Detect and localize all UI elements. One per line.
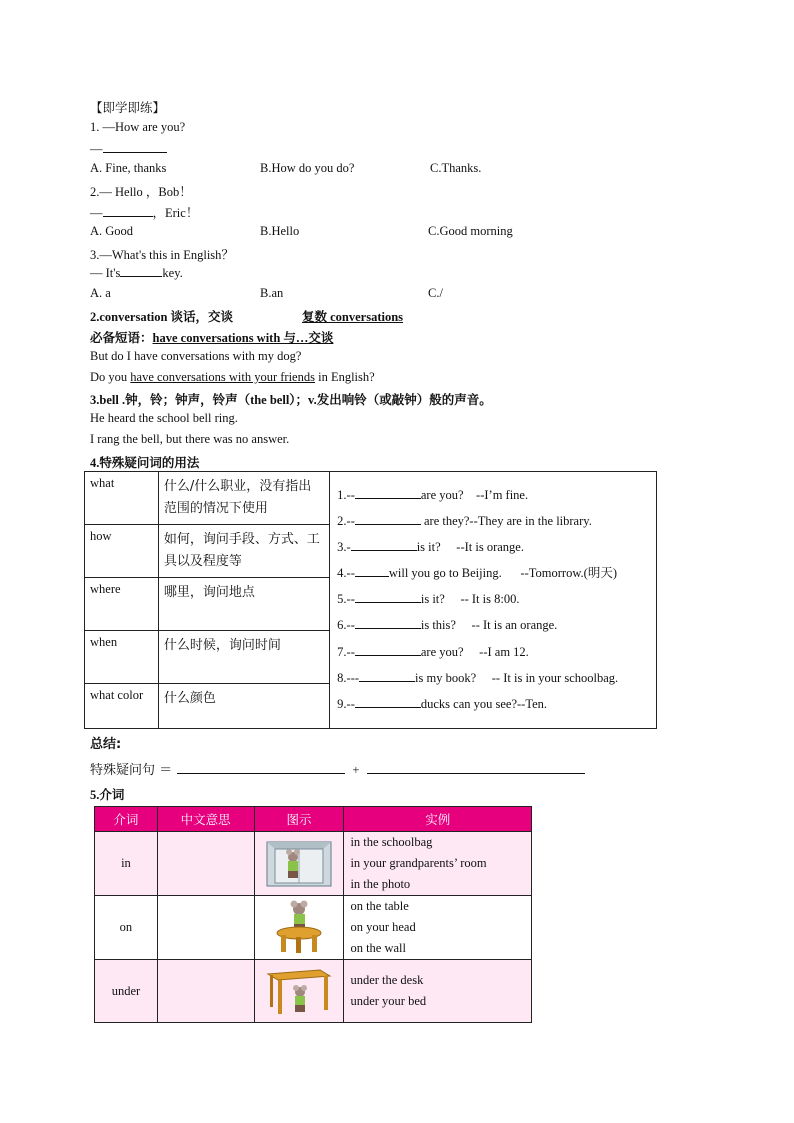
wh-exercises bbox=[330, 472, 657, 729]
ex2-post: in English? bbox=[314, 370, 375, 384]
q2-option-c: C.Good morning bbox=[428, 224, 513, 238]
prep-header-image: 图示 bbox=[254, 807, 344, 832]
q3-option-c: C./ bbox=[428, 286, 443, 300]
q2-answer-suffix: ，Eric！ bbox=[152, 206, 199, 220]
exercise-line bbox=[330, 484, 656, 510]
exercise-text: is it? -- It is 8:00. bbox=[420, 592, 520, 607]
mouse-in-box-icon bbox=[263, 837, 335, 891]
prep-meaning-cell[interactable] bbox=[157, 896, 254, 960]
wh-meaning: 如何，询问手段、方式、工具以及程度等 bbox=[158, 525, 329, 578]
exercise-blank[interactable] bbox=[355, 617, 421, 629]
prep-word: on bbox=[95, 896, 158, 960]
exercise-line bbox=[330, 667, 656, 693]
wh-meaning: 哪里，询问地点 bbox=[158, 578, 329, 631]
q2-question: 2.— Hello ，Bob！ bbox=[90, 185, 192, 199]
exercise-blank[interactable] bbox=[355, 644, 421, 656]
mouse-on-stool-icon bbox=[267, 899, 331, 957]
wh-word: what bbox=[85, 472, 159, 525]
exercise-number: 5.-- bbox=[337, 592, 355, 607]
conversation-plural: 复数 conversations bbox=[302, 310, 404, 324]
exercise-line bbox=[330, 614, 656, 640]
exercise-number: 1.-- bbox=[337, 488, 355, 502]
bell-title: 3.bell .钟，铃；钟声，铃声（the bell）；v.发出响铃（或敲钟）般的声音。 bbox=[90, 393, 492, 407]
phrase-label: 必备短语： bbox=[90, 331, 153, 345]
exercise-text: is this? -- It is an orange. bbox=[420, 618, 558, 633]
prep-example: on your head bbox=[350, 920, 416, 934]
q1-option-c: C.Thanks. bbox=[430, 161, 482, 175]
exercise-blank[interactable] bbox=[355, 696, 421, 708]
exercise-text: will you go to Beijing. --Tomorrow.(明天) bbox=[388, 566, 618, 581]
q2-answer-blank[interactable] bbox=[103, 205, 153, 217]
exercise-blank[interactable] bbox=[359, 670, 415, 682]
q2-answer-prefix: — bbox=[90, 206, 103, 220]
exercise-text: are you? --I am 12. bbox=[420, 644, 529, 659]
exercise-blank[interactable] bbox=[351, 539, 417, 551]
formula-line bbox=[90, 759, 585, 778]
exercise-blank[interactable] bbox=[355, 513, 421, 525]
prep-word: in bbox=[95, 832, 158, 896]
prep-header-meaning: 中文意思 bbox=[157, 807, 254, 832]
mouse-under-desk-icon bbox=[264, 964, 334, 1018]
prep-example: under your bed bbox=[350, 994, 427, 1008]
formula-plus: + bbox=[352, 763, 360, 777]
exercise-number: 6.-- bbox=[337, 618, 355, 633]
bell-example-1: He heard the school bell ring. bbox=[90, 411, 238, 425]
wh-word: where bbox=[85, 578, 159, 631]
conversation-example-2 bbox=[90, 370, 375, 385]
prep-examples-cell bbox=[344, 960, 532, 1023]
wh-word: how bbox=[85, 525, 159, 578]
exercise-blank[interactable] bbox=[355, 591, 421, 603]
wh-word: what color bbox=[85, 684, 159, 729]
conversation-example-1: But do I have conversations with my dog? bbox=[90, 349, 302, 363]
q3-answer-suffix: key. bbox=[162, 266, 183, 280]
prep-example: in your grandparents’ room bbox=[350, 856, 487, 870]
wh-meaning: 什么颜色 bbox=[158, 684, 329, 729]
wh-meaning: 什么/什么职业，没有指出范围的情况下使用 bbox=[158, 472, 329, 525]
prep-examples-cell bbox=[344, 832, 532, 896]
exercise-blank[interactable] bbox=[355, 565, 389, 577]
q1-answer-prefix: — bbox=[90, 142, 103, 156]
q3-question: 3.—What's this in English？ bbox=[90, 248, 234, 262]
summary-label: 总结: bbox=[90, 737, 122, 752]
formula-blank-2[interactable] bbox=[367, 762, 585, 774]
exercise-line bbox=[330, 510, 656, 536]
prep-example: on the wall bbox=[350, 941, 406, 955]
wh-word: when bbox=[85, 631, 159, 684]
q3-answer-blank[interactable] bbox=[120, 265, 162, 277]
prep-title: 5.介词 bbox=[90, 788, 125, 802]
prep-image-cell bbox=[254, 832, 344, 896]
exercise-line bbox=[330, 536, 656, 562]
q2-answer-line bbox=[90, 203, 198, 221]
prep-image-cell bbox=[254, 960, 344, 1023]
prep-header-word: 介词 bbox=[95, 807, 158, 832]
conversation-title: 2.conversation 谈话，交谈 bbox=[90, 310, 234, 324]
exercise-number: 4.-- bbox=[337, 566, 355, 581]
formula-label: 特殊疑问句 ＝ bbox=[90, 763, 173, 778]
q3-option-a: A. a bbox=[90, 286, 111, 300]
prep-example: in the schoolbag bbox=[350, 835, 433, 849]
exercise-line bbox=[330, 641, 656, 667]
exercise-number: 9.-- bbox=[337, 696, 355, 711]
exercise-number: 3.- bbox=[337, 540, 351, 555]
q1-answer-blank[interactable] bbox=[103, 141, 167, 153]
prep-examples-cell bbox=[344, 896, 532, 960]
exercise-blank[interactable] bbox=[355, 487, 421, 499]
exercise-number: 2.-- bbox=[337, 514, 355, 529]
prep-example: in the photo bbox=[350, 877, 411, 891]
exercise-number: 7.-- bbox=[337, 644, 355, 659]
practice-heading: 【即学即练】 bbox=[90, 100, 166, 115]
wh-meaning: 什么时候，询问时间 bbox=[158, 631, 329, 684]
prep-table bbox=[94, 806, 532, 1023]
exercise-text: are you? --I’m fine. bbox=[420, 488, 529, 502]
q3-option-b: B.an bbox=[260, 286, 284, 300]
prep-word: under bbox=[95, 960, 158, 1023]
prep-header-examples: 实例 bbox=[344, 807, 532, 832]
ex2-underlined: have conversations with your friends bbox=[130, 370, 315, 384]
wh-table bbox=[84, 471, 657, 729]
prep-meaning-cell[interactable] bbox=[157, 960, 254, 1023]
prep-image-cell bbox=[254, 896, 344, 960]
exercise-list bbox=[330, 484, 656, 719]
exercise-text: is it? --It is orange. bbox=[416, 540, 524, 555]
q2-option-a: A. Good bbox=[90, 224, 134, 238]
q3-answer-prefix: — It's bbox=[90, 266, 121, 280]
phrase-text: have conversations with 与…交谈 bbox=[152, 331, 334, 345]
wh-title: 4.特殊疑问词的用法 bbox=[90, 456, 200, 470]
formula-blank-1[interactable] bbox=[177, 762, 345, 774]
bell-example-2: I rang the bell, but there was no answer. bbox=[90, 432, 290, 446]
q2-option-b: B.Hello bbox=[260, 224, 300, 238]
q1-question: 1. —How are you? bbox=[90, 120, 186, 134]
exercise-line bbox=[330, 693, 656, 719]
ex2-pre: Do you bbox=[90, 370, 131, 384]
q3-answer-line bbox=[90, 265, 183, 281]
exercise-line bbox=[330, 588, 656, 614]
conversation-phrase-line bbox=[90, 328, 333, 346]
q1-answer-line bbox=[90, 141, 167, 157]
exercise-text: are they?--They are in the library. bbox=[420, 514, 592, 529]
q1-option-a: A. Fine, thanks bbox=[90, 161, 167, 175]
prep-example: under the desk bbox=[350, 973, 424, 987]
exercise-text: is my book? -- It is in your schoolbag. bbox=[415, 670, 619, 685]
q1-option-b: B.How do you do? bbox=[260, 161, 355, 175]
exercise-number: 8.--- bbox=[337, 670, 360, 685]
exercise-text: ducks can you see?--Ten. bbox=[420, 696, 548, 711]
prep-example: on the table bbox=[350, 899, 409, 913]
exercise-line bbox=[330, 562, 656, 588]
prep-meaning-cell[interactable] bbox=[157, 832, 254, 896]
